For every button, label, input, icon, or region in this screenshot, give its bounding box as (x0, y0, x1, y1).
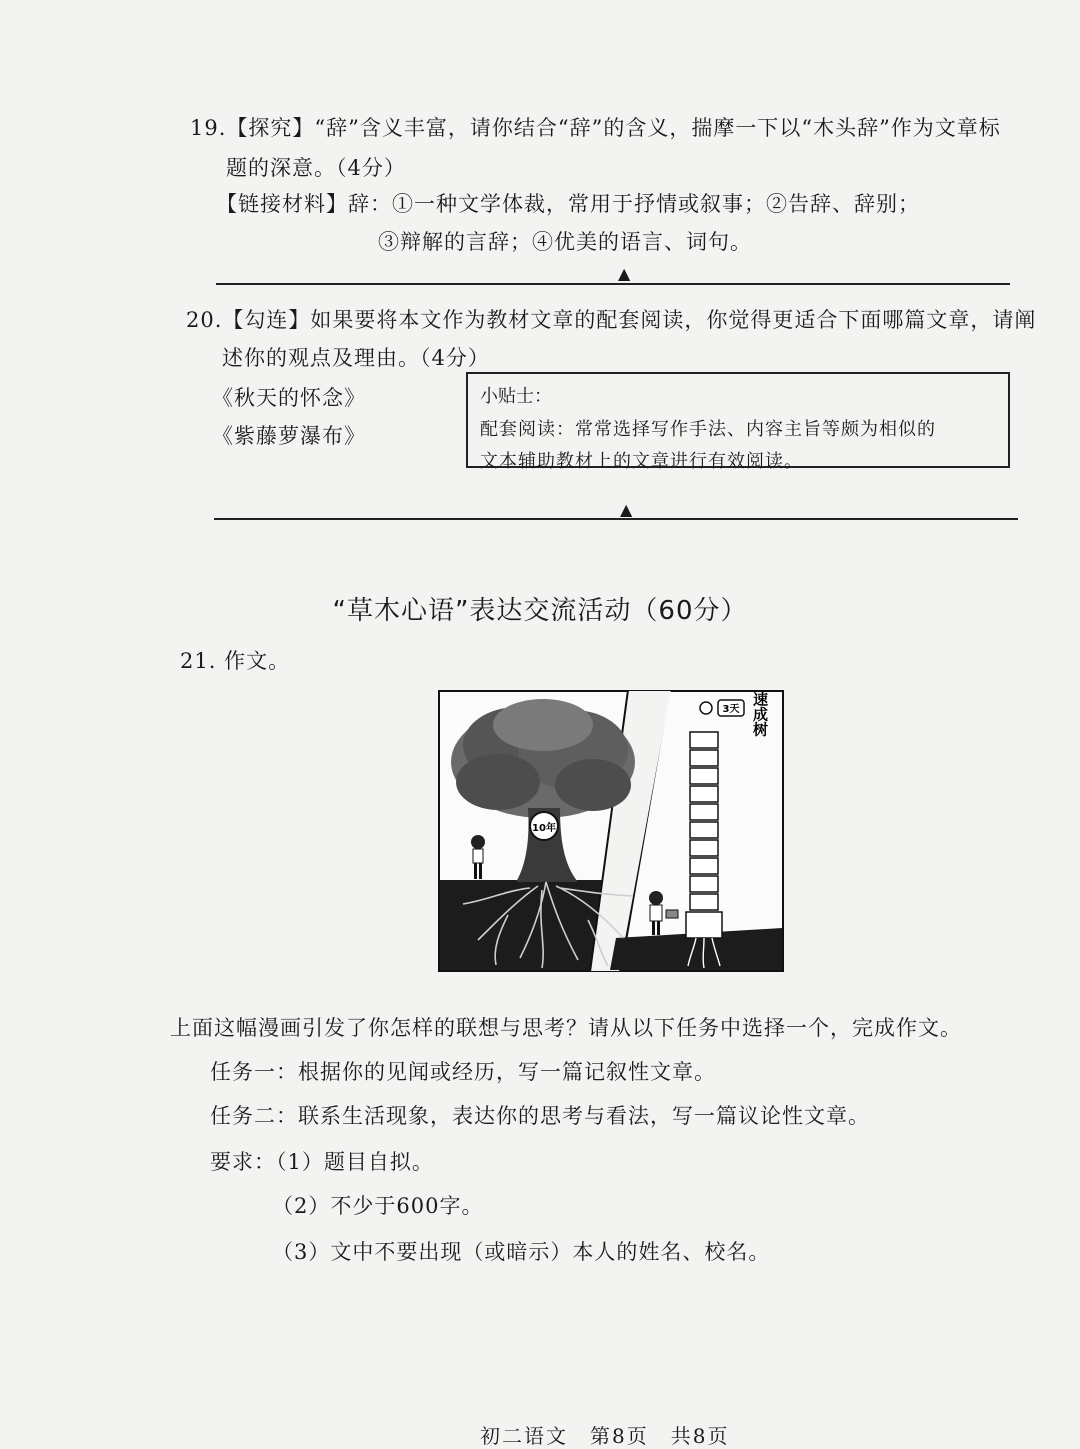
tip-title: 小贴士： (480, 386, 552, 407)
q19-answer-line (216, 283, 1010, 285)
q21-task1: 任务一：根据你的见闻或经历，写一篇记叙性文章。 (210, 1060, 716, 1084)
q21-requirement-3: （3）文中不要出现（或暗示）本人的姓名、校名。 (272, 1240, 771, 1264)
box-tag-label: 3天 (722, 704, 740, 715)
section-title: “草木心语”表达交流活动（60分） (332, 596, 748, 626)
q21-requirement-2: （2）不少于600字。 (272, 1194, 484, 1218)
q19-line1: 19.【探究】“辞”含义丰富，请你结合“辞”的含义，揣摩一下以“木头辞”作为文章标 (190, 116, 1001, 140)
q21-label: 21. 作文。 (180, 649, 291, 673)
q19-material-line2: ③辩解的言辞；④优美的语言、词句。 (378, 230, 752, 254)
tip-body-2: 文本辅助教材上的文章进行有效阅读。 (480, 451, 803, 472)
q20-book2: 《紫藤萝瀑布》 (212, 424, 366, 448)
q21-requirement-1: 要求：（1）题目自拟。 (210, 1150, 434, 1174)
q19-material-line1: 【链接材料】辞：①一种文学体裁，常用于抒情或叙事；②告辞、辞别； (216, 192, 920, 216)
q20-line1: 20.【勾连】如果要将本文作为教材文章的配套阅读，你觉得更适合下面哪篇文章，请阐 (186, 308, 1037, 332)
sprout (700, 702, 712, 714)
page-footer: 初二语文 第8页 共8页 (480, 1424, 730, 1448)
q19-answer-marker: ▲ (618, 264, 631, 283)
q20-book1: 《秋天的怀念》 (212, 386, 366, 410)
q21-prompt: 上面这幅漫画引发了你怎样的联想与思考？请从以下任务中选择一个，完成作文。 (170, 1016, 962, 1040)
tip-box (466, 372, 1010, 472)
stacked-boxes (686, 732, 722, 938)
comic-title: 速成树 (751, 691, 769, 737)
tip-body-1: 配套阅读：常常选择写作手法、内容主旨等颇为相似的 (480, 419, 936, 440)
q20-answer-line (214, 518, 1018, 520)
tree-age-label: 10年 (532, 823, 556, 834)
comic-image (438, 690, 784, 972)
q19-line2: 题的深意。（4分） (226, 156, 406, 180)
q20-line2: 述你的观点及理由。（4分） (222, 346, 490, 370)
q21-task2: 任务二：联系生活现象，表达你的思考与看法，写一篇议论性文章。 (210, 1104, 870, 1128)
q20-answer-marker: ▲ (620, 500, 633, 519)
